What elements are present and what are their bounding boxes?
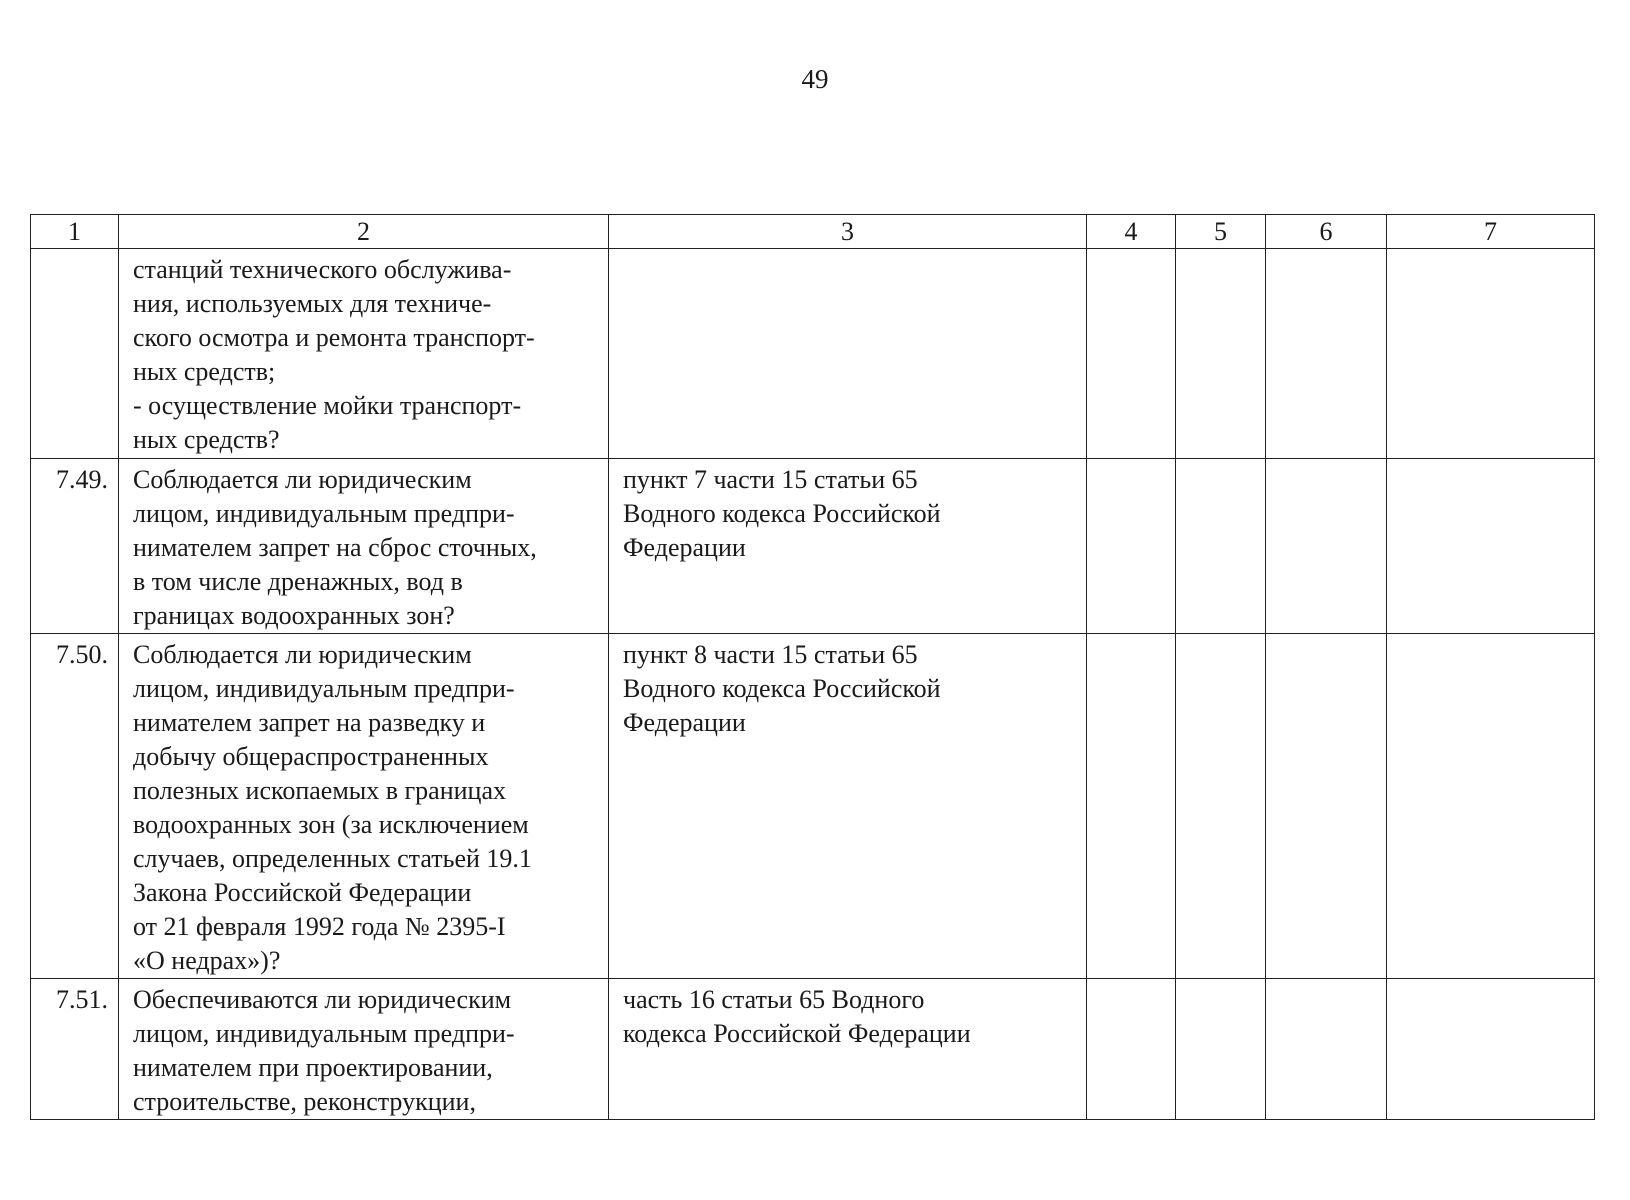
row-number-cell: 7.49. [31,459,119,634]
question-line: нимателем запрет на сброс сточных, [133,533,537,562]
question-line: лицом, индивидуальным предпри- [133,674,515,703]
question-line: лицом, индивидуальным предпри- [133,1019,515,1048]
reference-cell [609,979,1087,1120]
row-number-cell: 7.50. [31,634,119,979]
question-cell [119,459,609,634]
empty-cell-col4 [1087,249,1176,459]
question-line: Соблюдается ли юридическим [133,465,472,494]
column-header-2: 2 [119,215,609,249]
column-header-7: 7 [1387,215,1595,249]
row-number-cell: 7.51. [31,979,119,1120]
question-line: лицом, индивидуальным предпри- [133,499,515,528]
question-line: строительстве, реконструкции, [133,1087,476,1116]
question-line: - осуществление мойки транспорт- [133,391,522,420]
empty-cell-col4 [1087,634,1176,979]
empty-cell-col5 [1176,979,1266,1120]
reference-line: пункт 7 части 15 статьи 65 [623,465,918,494]
reference-line: кодекса Российской Федерации [623,1019,971,1048]
reference-cell [609,249,1087,459]
row-number-cell [31,249,119,459]
question-cell [119,979,609,1120]
column-header-4: 4 [1087,215,1176,249]
empty-cell-col6 [1266,634,1387,979]
question-line: «О недрах»)? [133,946,281,975]
column-header-1: 1 [31,215,119,249]
reference-line: Федерации [623,533,746,562]
question-line: Обеспечиваются ли юридическим [133,985,512,1014]
column-header-6: 6 [1266,215,1387,249]
empty-cell-col4 [1087,459,1176,634]
question-cell [119,634,609,979]
table-row [31,634,1595,979]
question-cell [119,249,609,459]
empty-cell-col7 [1387,634,1595,979]
empty-cell-col6 [1266,459,1387,634]
reference-line: Водного кодекса Российской [623,499,941,528]
checklist-table [30,214,1595,1120]
question-line: добычу общераспространенных [133,742,489,771]
reference-cell [609,634,1087,979]
question-line: станций технического обслужива- [133,255,512,284]
reference-line: часть 16 статьи 65 Водного [623,985,925,1014]
table-row [31,979,1595,1120]
reference-line: Федерации [623,708,746,737]
question-line: ных средств? [133,425,280,454]
empty-cell-col7 [1387,249,1595,459]
empty-cell-col5 [1176,459,1266,634]
question-line: Соблюдается ли юридическим [133,640,472,669]
question-line: ского осмотра и ремонта транспорт- [133,323,535,352]
question-line: водоохранных зон (за исключением [133,810,529,839]
reference-line: пункт 8 части 15 статьи 65 [623,640,918,669]
question-line: границах водоохранных зон? [133,601,455,630]
reference-line: Водного кодекса Российской [623,674,941,703]
question-line: нимателем при проектировании, [133,1053,493,1082]
table-row [31,459,1595,634]
empty-cell-col7 [1387,459,1595,634]
empty-cell-col4 [1087,979,1176,1120]
question-line: ния, используемых для техниче- [133,289,492,318]
question-line: полезных ископаемых в границах [133,776,507,805]
page-number: 49 [801,64,829,94]
table-row [31,249,1595,459]
empty-cell-col6 [1266,249,1387,459]
question-line: в том числе дренажных, вод в [133,567,463,596]
question-line: случаев, определенных статьей 19.1 [133,844,532,873]
column-header-5: 5 [1176,215,1266,249]
empty-cell-col5 [1176,249,1266,459]
column-number-header-row [31,215,1595,249]
empty-cell-col7 [1387,979,1595,1120]
empty-cell-col5 [1176,634,1266,979]
question-line: ных средств; [133,357,276,386]
reference-cell [609,459,1087,634]
empty-cell-col6 [1266,979,1387,1120]
question-line: нимателем запрет на разведку и [133,708,486,737]
question-line: Закона Российской Федерации [133,878,472,907]
column-header-3: 3 [609,215,1087,249]
question-line: от 21 февраля 1992 года № 2395-I [133,912,506,941]
